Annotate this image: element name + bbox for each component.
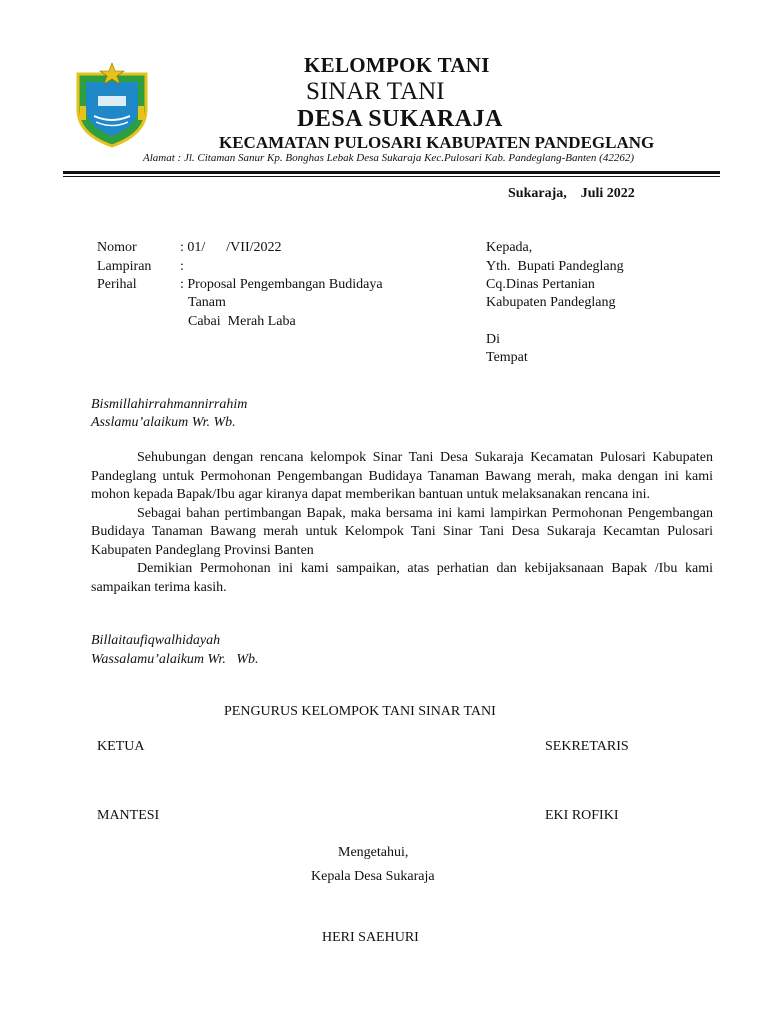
recipient-line5: Di bbox=[486, 332, 500, 347]
body-paragraph-3: Demikian Permohonan ini kami sampaikan, atas perhatian dan kebijaksanaan Bapak /Ibu kami sampaikan terima kasih. bbox=[91, 561, 713, 595]
signature-right-name: EKI ROFIKI bbox=[545, 808, 619, 823]
perihal-value-1: : Proposal Pengembangan Budidaya bbox=[180, 277, 383, 292]
perihal-value-3: Cabai Merah Laba bbox=[188, 314, 296, 329]
letterhead-line4: KECAMATAN PULOSARI KABUPATEN PANDEGLANG bbox=[219, 133, 655, 152]
letterhead-address: Alamat : Jl. Citaman Sanur Kp. Bonghas Lebak Desa Sukaraja Kec.Pulosari Kab. Pandeglang-Banten (42262) bbox=[143, 152, 634, 164]
shield-emblem-icon bbox=[74, 62, 150, 148]
closing-line1: Billaitaufiqwalhidayah bbox=[91, 633, 221, 648]
recipient-line4: Kabupaten Pandeglang bbox=[486, 295, 616, 310]
letter-date: Sukaraja, Juli 2022 bbox=[508, 186, 635, 201]
letter-body bbox=[91, 449, 713, 597]
opening-line2: Asslamu’alaikum Wr. Wb. bbox=[91, 415, 236, 430]
recipient-line6: Tempat bbox=[486, 350, 528, 365]
signature-left-name: MANTESI bbox=[97, 808, 160, 823]
perihal-value-2: Tanam bbox=[188, 295, 226, 310]
lampiran-label: Lampiran bbox=[97, 259, 152, 274]
signature-right-title: SEKRETARIS bbox=[545, 739, 629, 754]
acknowledgement-line2: Kepala Desa Sukaraja bbox=[311, 869, 435, 884]
perihal-label: Perihal bbox=[97, 277, 137, 292]
recipient-line2: Yth. Bupati Pandeglang bbox=[486, 259, 624, 274]
body-paragraph-2: Sebagai bahan pertimbangan Bapak, maka bersama ini kami lampirkan Permohonan Pengembangan Budidaya Tanaman Bawang merah untuk Kelompok Tani Sinar Tani Desa Sukaraja Kecamtan Pulosari Kabupaten Pandeglang Provinsi Banten bbox=[91, 505, 713, 558]
letterhead-line2: SINAR TANI bbox=[306, 78, 445, 105]
acknowledgement-line1: Mengetahui, bbox=[338, 845, 409, 860]
lampiran-value: : bbox=[180, 259, 184, 274]
village-head-name: HERI SAEHURI bbox=[322, 930, 419, 945]
letterhead-line3: DESA SUKARAJA bbox=[297, 106, 503, 132]
recipient-line1: Kepada, bbox=[486, 240, 533, 255]
recipient-line3: Cq.Dinas Pertanian bbox=[486, 277, 595, 292]
header-rule-thin bbox=[63, 176, 720, 177]
nomor-label: Nomor bbox=[97, 240, 137, 255]
letterhead-line1: KELOMPOK TANI bbox=[304, 53, 490, 77]
opening-line1: Bismillahirrahmannirrahim bbox=[91, 397, 248, 412]
regency-emblem bbox=[74, 62, 150, 148]
signature-left-title: KETUA bbox=[97, 739, 145, 754]
header-rule-thick bbox=[63, 171, 720, 174]
nomor-value: : 01/ /VII/2022 bbox=[180, 240, 282, 255]
signature-org: PENGURUS KELOMPOK TANI SINAR TANI bbox=[224, 704, 496, 719]
closing-line2: Wassalamu’alaikum Wr. Wb. bbox=[91, 652, 259, 667]
body-paragraph-1: Sehubungan dengan rencana kelompok Sinar Tani Desa Sukaraja Kecamatan Pulosari Kabupaten Pandeglang untuk Permohonan Pengembangan Budidaya Tanaman Bawang merah, maka dengan ini kami mohon kepada Bapak/Ibu agar kiranya dapat memberikan bantuan untuk melaksanakan rencana ini. bbox=[91, 450, 713, 502]
